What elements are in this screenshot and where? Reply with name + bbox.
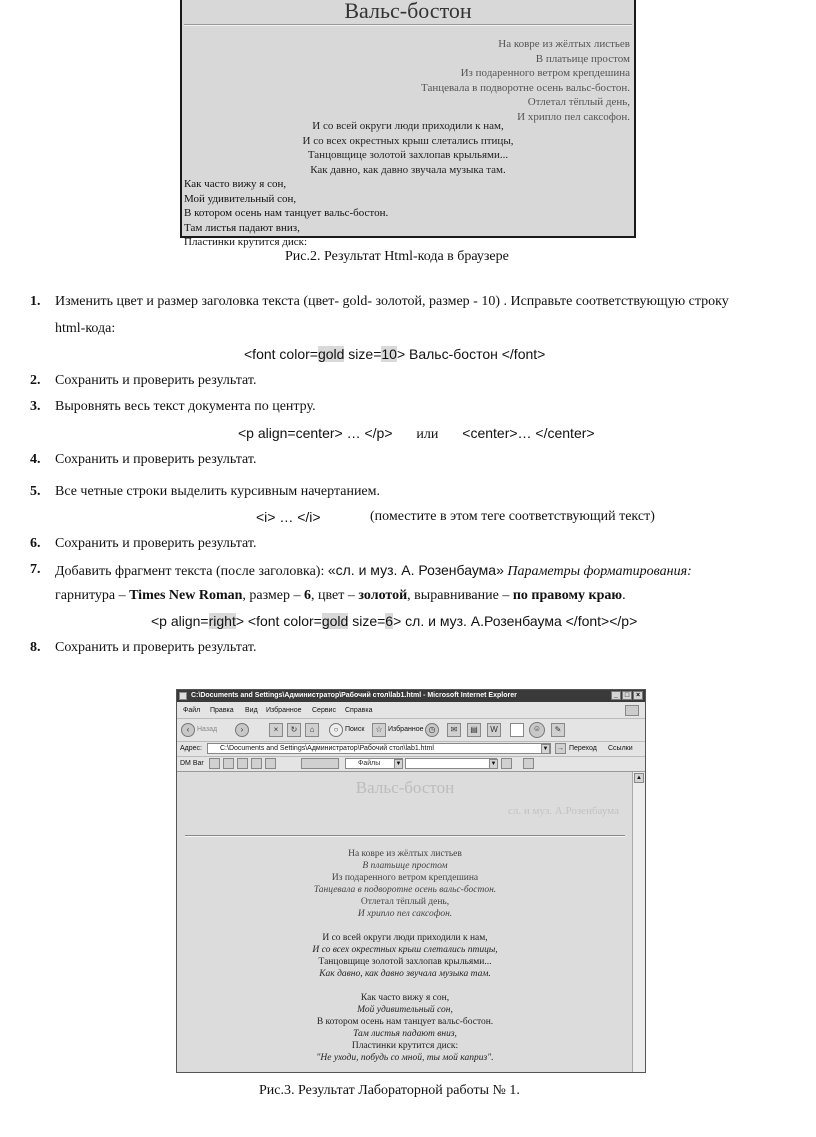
param-text: , размер – bbox=[242, 588, 305, 603]
menu-edit[interactable]: Правка bbox=[210, 707, 234, 714]
standard-toolbar bbox=[177, 719, 645, 742]
format-params-label: Параметры форматирования: bbox=[503, 564, 692, 579]
author-quote: «сл. и муз. А. Розенбаума» bbox=[327, 562, 504, 578]
step-number: 1. bbox=[30, 294, 41, 309]
doc-stanza-1 bbox=[177, 848, 633, 920]
forward-arrow-icon[interactable]: › bbox=[235, 723, 249, 737]
fig2-heading: Вальс-бостон bbox=[344, 0, 472, 23]
code-part: > Вальс-бостон </font> bbox=[396, 346, 546, 362]
windows-flag-icon bbox=[625, 705, 639, 716]
menu-help[interactable]: Справка bbox=[345, 707, 373, 714]
poem-line: Отлетал тёплый день, bbox=[360, 897, 450, 907]
history-icon[interactable]: ◷ bbox=[425, 723, 439, 737]
poem-line: И со всей округи люди приходили к нам, bbox=[322, 933, 488, 943]
address-dropdown-icon[interactable]: ▼ bbox=[542, 746, 549, 752]
favorites-star-icon[interactable]: ☆ bbox=[372, 723, 386, 737]
param-value: 6 bbox=[304, 588, 312, 603]
dm-toolbar bbox=[177, 757, 645, 772]
poem-line: Мой удивительный сон, bbox=[184, 192, 297, 205]
code-part: <center>… </center> bbox=[462, 425, 595, 441]
code-highlight: 6 bbox=[385, 613, 394, 629]
poem-line: Там листья падают вниз, bbox=[353, 1029, 457, 1039]
poem-line: Пластинки крутится диск: bbox=[184, 236, 308, 249]
messenger-icon[interactable]: ☺ bbox=[529, 722, 545, 738]
address-input[interactable]: C:\Documents and Settings\Администратор\Рабочий стол\lab1.html bbox=[207, 743, 551, 754]
code-highlight: right bbox=[208, 613, 236, 629]
poem-line: Как давно, как давно звучала музыка там. bbox=[310, 163, 506, 176]
menu-file[interactable]: Файл bbox=[183, 707, 201, 714]
doc-horizontal-rule bbox=[185, 835, 625, 837]
poem-line: Как давно, как давно звучала музыка там. bbox=[319, 969, 491, 979]
menu-bar bbox=[177, 704, 645, 719]
code-highlight: gold bbox=[321, 613, 349, 629]
code-highlight: gold bbox=[317, 346, 345, 362]
menu-favorites[interactable]: Избранное bbox=[266, 707, 302, 714]
mail-icon[interactable]: ✉ bbox=[447, 723, 461, 737]
poem-line: И со всей округи люди приходили к нам, bbox=[312, 120, 504, 132]
doc-stanza-2 bbox=[177, 932, 633, 980]
figure-2-caption: Рис.2. Результат Html-кода в браузере bbox=[285, 249, 509, 264]
menu-view[interactable]: Вид bbox=[245, 707, 258, 714]
poem-line: Отлетал тёплый день, bbox=[527, 96, 630, 109]
poem-line: На ковре из жёлтых листьев bbox=[498, 38, 630, 50]
step-number: 4. bbox=[30, 452, 41, 467]
poem-line: "Не уходи, побудь со мной, ты мой каприз". bbox=[316, 1053, 494, 1063]
poem-line: И со всех окрестных крыш слетались птицы, bbox=[312, 945, 498, 955]
window-title: C:\Documents and Settings\Администратор\Рабочий стол\lab1.html - Microsoft Internet Explorer bbox=[191, 692, 517, 699]
dm-search-icon[interactable] bbox=[501, 758, 512, 769]
code-part: <p align= bbox=[151, 613, 209, 629]
home-icon[interactable]: ⌂ bbox=[305, 723, 319, 737]
figure-3-caption: Рис.3. Результат Лабораторной работы № 1. bbox=[259, 1083, 520, 1098]
poem-line: Из подаренного ветром крепдешина bbox=[331, 873, 479, 883]
figure-2-browser-output bbox=[180, 0, 636, 249]
param-text: , цвет – bbox=[311, 588, 359, 603]
step-text: Выровнять весь текст документа по центру. bbox=[55, 399, 316, 414]
code-part: <font color= bbox=[244, 346, 318, 362]
dm-input-dropdown-icon[interactable]: ▼ bbox=[490, 761, 497, 767]
vertical-scrollbar[interactable] bbox=[632, 772, 645, 1072]
files-dropdown-arrow-icon[interactable]: ▼ bbox=[395, 761, 402, 767]
param-text: гарнитура – bbox=[55, 588, 130, 603]
step-text-part: Добавить фрагмент текста (после заголовка): bbox=[55, 564, 328, 579]
scroll-up-icon[interactable]: ▲ bbox=[634, 773, 644, 783]
poem-line: Танцовщице золотой захлопав крыльями... bbox=[307, 149, 509, 162]
doc-stanza-3 bbox=[177, 992, 633, 1064]
word-icon[interactable]: W bbox=[487, 723, 501, 737]
maximize-icon[interactable]: □ bbox=[622, 691, 632, 700]
dm-tool-icon[interactable] bbox=[223, 758, 234, 769]
figure-3-ie-window bbox=[176, 689, 646, 1073]
code-part: size= bbox=[344, 346, 382, 362]
dm-tool-icon[interactable] bbox=[209, 758, 220, 769]
links-button[interactable]: Ссылки bbox=[608, 745, 633, 752]
step-text bbox=[55, 587, 626, 605]
step-1-code bbox=[244, 346, 545, 362]
poem-line: Танцевала в подворотне осень вальс-бостон. bbox=[313, 885, 497, 895]
step-text: html-кода: bbox=[55, 321, 116, 336]
code-part: > сл. и муз. А.Розенбаума </font></p> bbox=[393, 613, 638, 629]
step-number: 5. bbox=[30, 484, 41, 499]
refresh-icon[interactable]: ↻ bbox=[287, 723, 301, 737]
param-text: . bbox=[622, 588, 626, 603]
step-text: Все четные строки выделить курсивным начертанием. bbox=[55, 484, 381, 499]
research-icon[interactable]: ✎ bbox=[551, 723, 565, 737]
dm-text-input[interactable] bbox=[405, 758, 497, 769]
step-number: 7. bbox=[30, 562, 41, 577]
discuss-icon[interactable] bbox=[510, 723, 524, 737]
files-dropdown[interactable]: Файлы bbox=[345, 758, 403, 769]
step-7-code bbox=[151, 613, 637, 629]
fig2-stanza-2 bbox=[182, 119, 634, 177]
poem-line: В котором осень нам танцует вальс-бостон. bbox=[316, 1017, 494, 1027]
step-number: 3. bbox=[30, 399, 41, 414]
step-number: 2. bbox=[30, 373, 41, 388]
fig2-stanza-3 bbox=[184, 177, 388, 250]
favorites-label[interactable]: Избранное bbox=[388, 726, 424, 733]
minimize-icon[interactable]: _ bbox=[611, 691, 621, 700]
stop-icon[interactable]: × bbox=[269, 723, 283, 737]
close-icon[interactable]: × bbox=[633, 691, 643, 700]
address-label: Адрес: bbox=[180, 745, 202, 752]
step-text: Сохранить и проверить результат. bbox=[55, 373, 257, 388]
dm-tool-icon[interactable] bbox=[265, 758, 276, 769]
fig2-stanza-1 bbox=[421, 37, 630, 125]
step-text: Сохранить и проверить результат. bbox=[55, 452, 257, 467]
code-part: > <font color= bbox=[235, 613, 322, 629]
back-arrow-icon[interactable]: ‹ bbox=[181, 723, 195, 737]
print-icon[interactable]: ▤ bbox=[467, 723, 481, 737]
poem-line: И хрипло пел саксофон. bbox=[357, 909, 453, 919]
dm-tool-icon[interactable] bbox=[237, 758, 248, 769]
page-viewport bbox=[177, 772, 633, 1072]
code-highlight: 10 bbox=[381, 346, 397, 362]
go-button[interactable]: Переход bbox=[569, 745, 597, 752]
ie-logo-icon bbox=[179, 692, 187, 700]
poem-line: Из подаренного ветром крепдешина bbox=[460, 67, 630, 80]
dm-search-field[interactable] bbox=[301, 758, 339, 769]
param-value: Times New Roman bbox=[129, 588, 243, 603]
window-titlebar bbox=[177, 690, 645, 702]
fig2-horizontal-rule bbox=[184, 24, 632, 26]
step-number: 8. bbox=[30, 640, 41, 655]
go-arrow-icon[interactable]: → bbox=[557, 745, 564, 752]
poem-line: И хрипло пел саксофон. bbox=[517, 110, 630, 123]
poem-line: В платьице простом bbox=[535, 52, 630, 65]
step-5-code: <i> … </i> bbox=[256, 509, 321, 525]
step-text: Сохранить и проверить результат. bbox=[55, 640, 257, 655]
poem-line: Мой удивительный сон, bbox=[357, 1005, 453, 1015]
back-label[interactable]: Назад bbox=[197, 726, 218, 733]
code-part: <p align=center> … </p> bbox=[238, 425, 393, 441]
step-text: Изменить цвет и размер заголовка текста (цвет- gold- золотой, размер - 10) . Исправьте соответствующую строку bbox=[55, 294, 729, 309]
dm-options-icon[interactable] bbox=[523, 758, 534, 769]
poem-line: Как часто вижу я сон, bbox=[360, 993, 450, 1003]
poem-line: И со всех окрестных крыш слетались птицы, bbox=[302, 134, 514, 147]
poem-line: В котором осень нам танцует вальс-бостон. bbox=[184, 207, 389, 220]
dm-tool-icon[interactable] bbox=[251, 758, 262, 769]
search-label[interactable]: Поиск bbox=[345, 726, 365, 733]
menu-tools[interactable]: Сервис bbox=[312, 707, 336, 714]
step-3-code bbox=[238, 425, 595, 443]
doc-author-line: сл. и муз. А.Розенбаума bbox=[507, 805, 619, 817]
poem-line: В платьице простом bbox=[362, 861, 448, 871]
param-value: золотой bbox=[358, 588, 408, 603]
param-value: по правому краю bbox=[512, 588, 623, 603]
search-icon[interactable]: ○ bbox=[329, 723, 343, 737]
poem-line: Пластинки крутится диск: bbox=[351, 1041, 459, 1051]
poem-line: Танцевала в подворотне осень вальс-бостон. bbox=[421, 81, 630, 94]
poem-line: Танцовщице золотой захлопав крыльями... bbox=[318, 957, 492, 967]
poem-line: Там листья падают вниз, bbox=[184, 221, 300, 234]
doc-heading: Вальс-бостон bbox=[355, 778, 455, 797]
dm-bar-label: DM Bar bbox=[180, 760, 204, 767]
step-number: 6. bbox=[30, 536, 41, 551]
poem-line: Как часто вижу я сон, bbox=[184, 178, 287, 190]
or-word: или bbox=[416, 427, 439, 442]
poem-line: На ковре из жёлтых листьев bbox=[348, 849, 462, 859]
param-text: , выравнивание – bbox=[407, 588, 513, 603]
step-text: Сохранить и проверить результат. bbox=[55, 536, 257, 551]
step-5-note: (поместите в этом теге соответствующий текст) bbox=[370, 509, 655, 524]
address-bar bbox=[177, 742, 645, 757]
step-text bbox=[55, 561, 692, 581]
code-part: size= bbox=[348, 613, 386, 629]
